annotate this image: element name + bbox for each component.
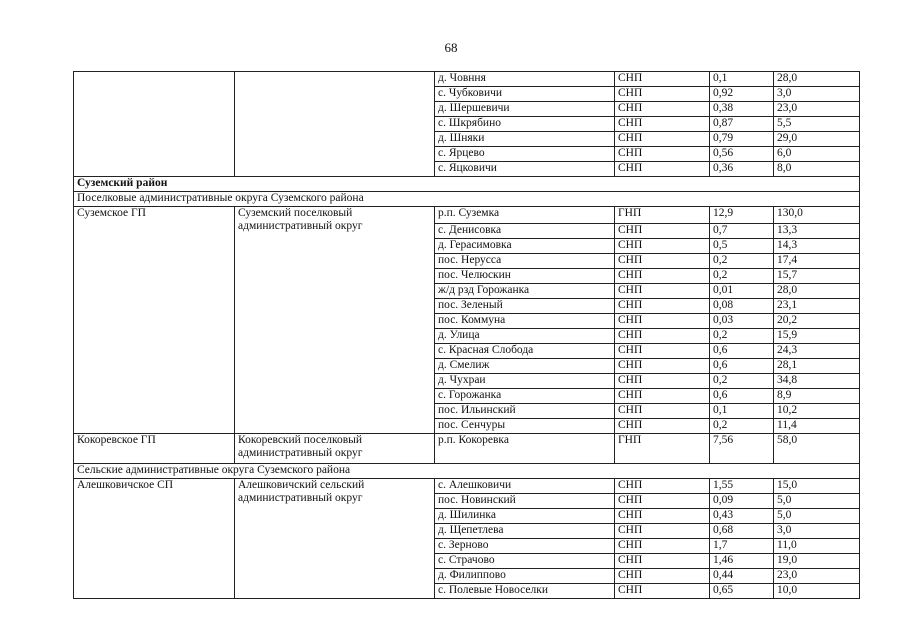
distance-cell: 11,4 [774,419,860,434]
area-cell: 0,09 [710,494,774,509]
area-cell: 0,68 [710,524,774,539]
settlement-type-cell: СНП [615,554,710,569]
area-cell: 0,01 [710,284,774,299]
settlement-name-cell: д. Човння [435,72,615,87]
table-row [74,207,860,224]
distance-cell: 11,0 [774,539,860,554]
settlement-type-cell: СНП [615,569,710,584]
municipality-cell: Кокоревское ГП [74,434,235,464]
table-row [74,192,860,207]
area-cell: 0,6 [710,359,774,374]
distance-cell: 15,9 [774,329,860,344]
settlement-type-cell: СНП [615,404,710,419]
distance-cell: 10,2 [774,404,860,419]
section-heading: Поселковые административные округа Суземского района [74,192,860,207]
settlement-name-cell: р.п. Суземка [435,207,615,224]
distance-cell: 6,0 [774,147,860,162]
area-cell: 0,03 [710,314,774,329]
settlement-type-cell: СНП [615,162,710,177]
settlement-type-cell: СНП [615,359,710,374]
settlement-type-cell: СНП [615,224,710,239]
table-row [74,464,860,479]
settlement-type-cell: СНП [615,389,710,404]
distance-cell: 20,2 [774,314,860,329]
settlement-type-cell: СНП [615,87,710,102]
area-cell: 7,56 [710,434,774,464]
distance-cell: 14,3 [774,239,860,254]
area-cell: 12,9 [710,207,774,224]
settlement-name-cell: пос. Зеленый [435,299,615,314]
settlement-name-cell: д. Смелиж [435,359,615,374]
municipality-cell: Алешковичское СП [74,479,235,599]
area-cell: 0,7 [710,224,774,239]
municipality-cell [74,72,235,177]
distance-cell: 24,3 [774,344,860,359]
area-cell: 0,2 [710,329,774,344]
settlement-type-cell: СНП [615,584,710,599]
table-row [74,434,860,464]
settlement-type-cell: СНП [615,524,710,539]
area-cell: 0,6 [710,344,774,359]
area-cell: 0,2 [710,269,774,284]
settlement-type-cell: СНП [615,284,710,299]
settlement-type-cell: СНП [615,102,710,117]
area-cell: 0,2 [710,374,774,389]
settlement-name-cell: д. Филиппово [435,569,615,584]
distance-cell: 3,0 [774,524,860,539]
settlement-name-cell: с. Полевые Новоселки [435,584,615,599]
area-cell: 0,36 [710,162,774,177]
page-number: 68 [444,40,458,55]
settlement-type-cell: СНП [615,419,710,434]
settlement-name-cell: с. Шкрябино [435,117,615,132]
municipality-cell: Суземское ГП [74,207,235,434]
distance-cell: 5,0 [774,494,860,509]
area-cell: 0,56 [710,147,774,162]
distance-cell: 8,9 [774,389,860,404]
area-cell: 0,5 [710,239,774,254]
district-title: Суземский район [74,177,860,192]
distance-cell: 28,0 [774,72,860,87]
settlement-type-cell: СНП [615,494,710,509]
section-heading: Сельские административные округа Суземского района [74,464,860,479]
settlement-name-cell: р.п. Кокоревка [435,434,615,464]
settlement-name-cell: пос. Коммуна [435,314,615,329]
settlement-name-cell: пос. Новинский [435,494,615,509]
table-row [74,479,860,494]
distance-cell: 15,7 [774,269,860,284]
distance-cell: 23,0 [774,102,860,117]
table-row [74,177,860,192]
distance-cell: 130,0 [774,207,860,224]
settlement-type-cell: СНП [615,509,710,524]
settlement-type-cell: ГНП [615,207,710,224]
settlement-type-cell: СНП [615,117,710,132]
settlement-name-cell: с. Горожанка [435,389,615,404]
okrug-cell [235,72,435,177]
distance-cell: 5,0 [774,509,860,524]
area-cell: 0,65 [710,584,774,599]
settlement-type-cell: ГНП [615,434,710,464]
settlement-name-cell: д. Улица [435,329,615,344]
settlement-name-cell: пос. Ильинский [435,404,615,419]
settlement-name-cell: д. Шершевичи [435,102,615,117]
settlement-name-cell: с. Алешковичи [435,479,615,494]
distance-cell: 8,0 [774,162,860,177]
settlement-name-cell: д. Герасимовка [435,239,615,254]
area-cell: 0,1 [710,72,774,87]
area-cell: 0,87 [710,117,774,132]
okrug-cell: Суземский поселковый административный округ [235,207,435,434]
settlement-name-cell: д. Щепетлева [435,524,615,539]
area-cell: 0,92 [710,87,774,102]
area-cell: 1,7 [710,539,774,554]
settlement-name-cell: с. Чубковичи [435,87,615,102]
settlement-type-cell: СНП [615,72,710,87]
distance-cell: 28,1 [774,359,860,374]
distance-cell: 15,0 [774,479,860,494]
settlement-type-cell: СНП [615,239,710,254]
distance-cell: 17,4 [774,254,860,269]
settlement-type-cell: СНП [615,479,710,494]
settlement-name-cell: с. Яцковичи [435,162,615,177]
distance-cell: 28,0 [774,284,860,299]
distance-cell: 34,8 [774,374,860,389]
area-cell: 0,6 [710,389,774,404]
settlement-name-cell: д. Шилинка [435,509,615,524]
settlement-type-cell: СНП [615,147,710,162]
area-cell: 0,44 [710,569,774,584]
distance-cell: 19,0 [774,554,860,569]
area-cell: 0,43 [710,509,774,524]
distance-cell: 58,0 [774,434,860,464]
okrug-cell: Алешковичский сельский административный округ [235,479,435,599]
settlement-name-cell: ж/д рзд Горожанка [435,284,615,299]
settlement-type-cell: СНП [615,314,710,329]
area-cell: 0,2 [710,254,774,269]
distance-cell: 3,0 [774,87,860,102]
area-cell: 0,2 [710,419,774,434]
okrug-cell: Кокоревский поселковый административный округ [235,434,435,464]
area-cell: 0,79 [710,132,774,147]
settlement-name-cell: с. Страчово [435,554,615,569]
settlement-type-cell: СНП [615,539,710,554]
settlement-name-cell: пос. Нерусса [435,254,615,269]
area-cell: 0,1 [710,404,774,419]
settlement-type-cell: СНП [615,329,710,344]
area-cell: 1,46 [710,554,774,569]
settlement-name-cell: с. Зерново [435,539,615,554]
distance-cell: 23,1 [774,299,860,314]
settlement-name-cell: пос. Челюскин [435,269,615,284]
settlement-type-cell: СНП [615,269,710,284]
settlement-name-cell: д. Шняки [435,132,615,147]
distance-cell: 13,3 [774,224,860,239]
distance-cell: 10,0 [774,584,860,599]
distance-cell: 23,0 [774,569,860,584]
settlement-name-cell: д. Чухраи [435,374,615,389]
settlement-type-cell: СНП [615,132,710,147]
settlement-type-cell: СНП [615,254,710,269]
settlement-type-cell: СНП [615,374,710,389]
settlement-name-cell: с. Денисовка [435,224,615,239]
area-cell: 0,08 [710,299,774,314]
settlement-name-cell: с. Красная Слобода [435,344,615,359]
area-cell: 0,38 [710,102,774,117]
settlement-type-cell: СНП [615,299,710,314]
area-cell: 1,55 [710,479,774,494]
settlement-name-cell: пос. Сенчуры [435,419,615,434]
distance-cell: 5,5 [774,117,860,132]
distance-cell: 29,0 [774,132,860,147]
settlement-name-cell: с. Ярцево [435,147,615,162]
settlements-table [73,71,860,599]
settlement-type-cell: СНП [615,344,710,359]
table-row [74,72,860,87]
